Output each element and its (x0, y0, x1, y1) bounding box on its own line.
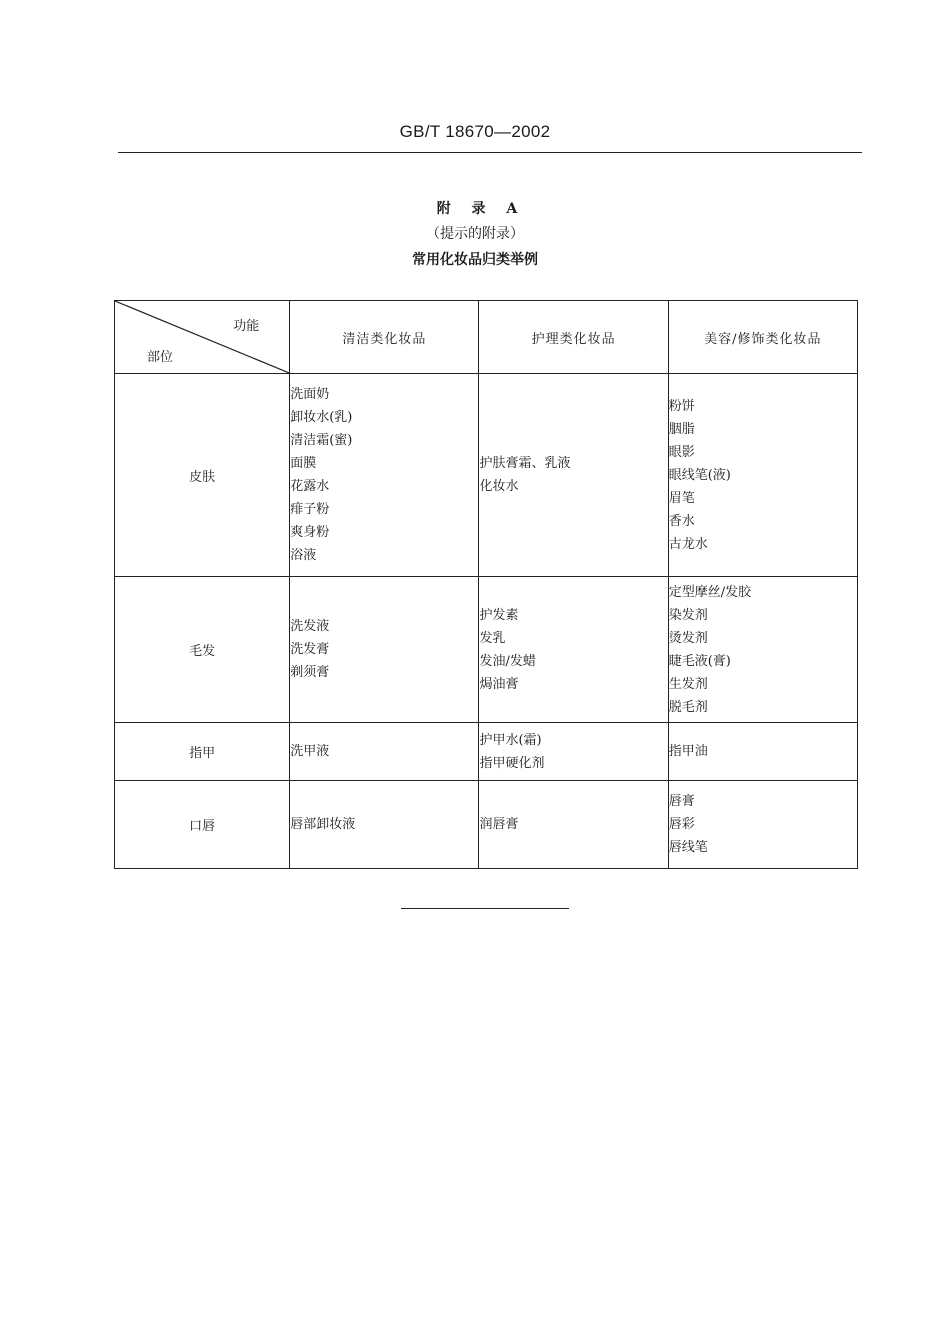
list-item: 浴液 (290, 548, 317, 563)
list-item: 唇彩 (668, 817, 695, 832)
list-item: 古龙水 (668, 536, 708, 552)
list-item: 烫发剂 (668, 630, 708, 646)
lips-cleaning-cell (290, 781, 479, 869)
appendix-title: 附 录 A (436, 201, 526, 217)
table-row-skin (115, 374, 858, 577)
list-item: 生发剂 (668, 676, 708, 692)
list-item: 洗发膏 (290, 642, 330, 657)
nail-cleaning-cell (290, 723, 479, 781)
list-item: 润唇膏 (479, 817, 519, 832)
corner-part-label: 部位 (147, 350, 174, 365)
list-item: 化妆水 (479, 479, 519, 494)
list-item: 定型摩丝/发胶 (668, 584, 752, 600)
list-item: 发乳 (479, 630, 506, 646)
list-item: 粉饼 (668, 398, 695, 414)
list-item: 染发剂 (668, 607, 708, 623)
list-item: 眉笔 (668, 490, 695, 506)
list-item: 花露水 (290, 479, 330, 494)
list-item: 胭脂 (668, 421, 695, 437)
table-row-nail (115, 723, 858, 781)
table-header-row (115, 301, 858, 374)
list-item: 香水 (668, 513, 695, 529)
list-item: 发油/发蜡 (479, 653, 536, 669)
list-item: 洗发液 (290, 619, 330, 634)
cosmetics-classification-table (114, 300, 858, 869)
list-item: 剃须膏 (290, 665, 330, 680)
list-item: 睫毛液(膏) (668, 653, 731, 669)
list-item: 洗面奶 (290, 387, 330, 402)
list-item: 焗油膏 (479, 676, 519, 692)
table-title: 常用化妆品归类举例 (412, 252, 538, 268)
list-item: 唇线笔 (668, 840, 708, 855)
list-item: 唇膏 (668, 794, 695, 809)
lips-care-cell (479, 781, 668, 869)
column-header-beauty: 美容/修饰类化妆品 (668, 301, 857, 374)
list-item: 护甲水(霜) (479, 732, 542, 748)
list-item: 指甲硬化剂 (479, 755, 545, 771)
list-item: 护肤膏霜、乳液 (479, 456, 571, 471)
column-header-care: 护理类化妆品 (479, 301, 668, 374)
list-item: 痱子粉 (290, 502, 330, 517)
appendix-title-block (0, 199, 950, 272)
row-header-skin: 皮肤 (115, 374, 290, 577)
list-item: 眼线笔(液) (668, 467, 731, 483)
corner-function-label: 功能 (233, 319, 260, 334)
list-item: 爽身粉 (290, 525, 330, 540)
table-row-lips (115, 781, 858, 869)
standard-number-header: GB/T 18670—2002 (399, 122, 551, 141)
row-header-lips: 口唇 (115, 781, 290, 869)
list-item: 唇部卸妆液 (290, 817, 356, 832)
hair-cleaning-cell (290, 577, 479, 723)
row-header-hair: 毛发 (115, 577, 290, 723)
header-rule (118, 152, 862, 153)
list-item: 面膜 (290, 456, 317, 471)
list-item: 眼影 (668, 444, 695, 460)
appendix-subtitle: （提示的附录） (426, 226, 524, 242)
table-row-hair (115, 577, 858, 723)
skin-cleaning-cell (290, 374, 479, 577)
nail-care-cell (479, 723, 668, 781)
row-header-nail: 指甲 (115, 723, 290, 781)
list-item: 指甲油 (668, 744, 708, 759)
skin-beauty-cell (668, 374, 857, 577)
list-item: 卸妆水(乳) (290, 410, 353, 425)
column-header-cleaning: 清洁类化妆品 (290, 301, 479, 374)
hair-care-cell (479, 577, 668, 723)
list-item: 脱毛剂 (668, 699, 708, 715)
corner-diagonal-line (115, 301, 289, 373)
list-item: 护发素 (479, 607, 519, 623)
nail-beauty-cell (668, 723, 857, 781)
hair-beauty-cell (668, 577, 857, 723)
list-item: 洗甲液 (290, 744, 330, 759)
lips-beauty-cell (668, 781, 857, 869)
list-item: 清洁霜(蜜) (290, 433, 353, 448)
table-corner-cell (115, 301, 290, 374)
skin-care-cell (479, 374, 668, 577)
end-of-appendix-rule (401, 908, 569, 909)
